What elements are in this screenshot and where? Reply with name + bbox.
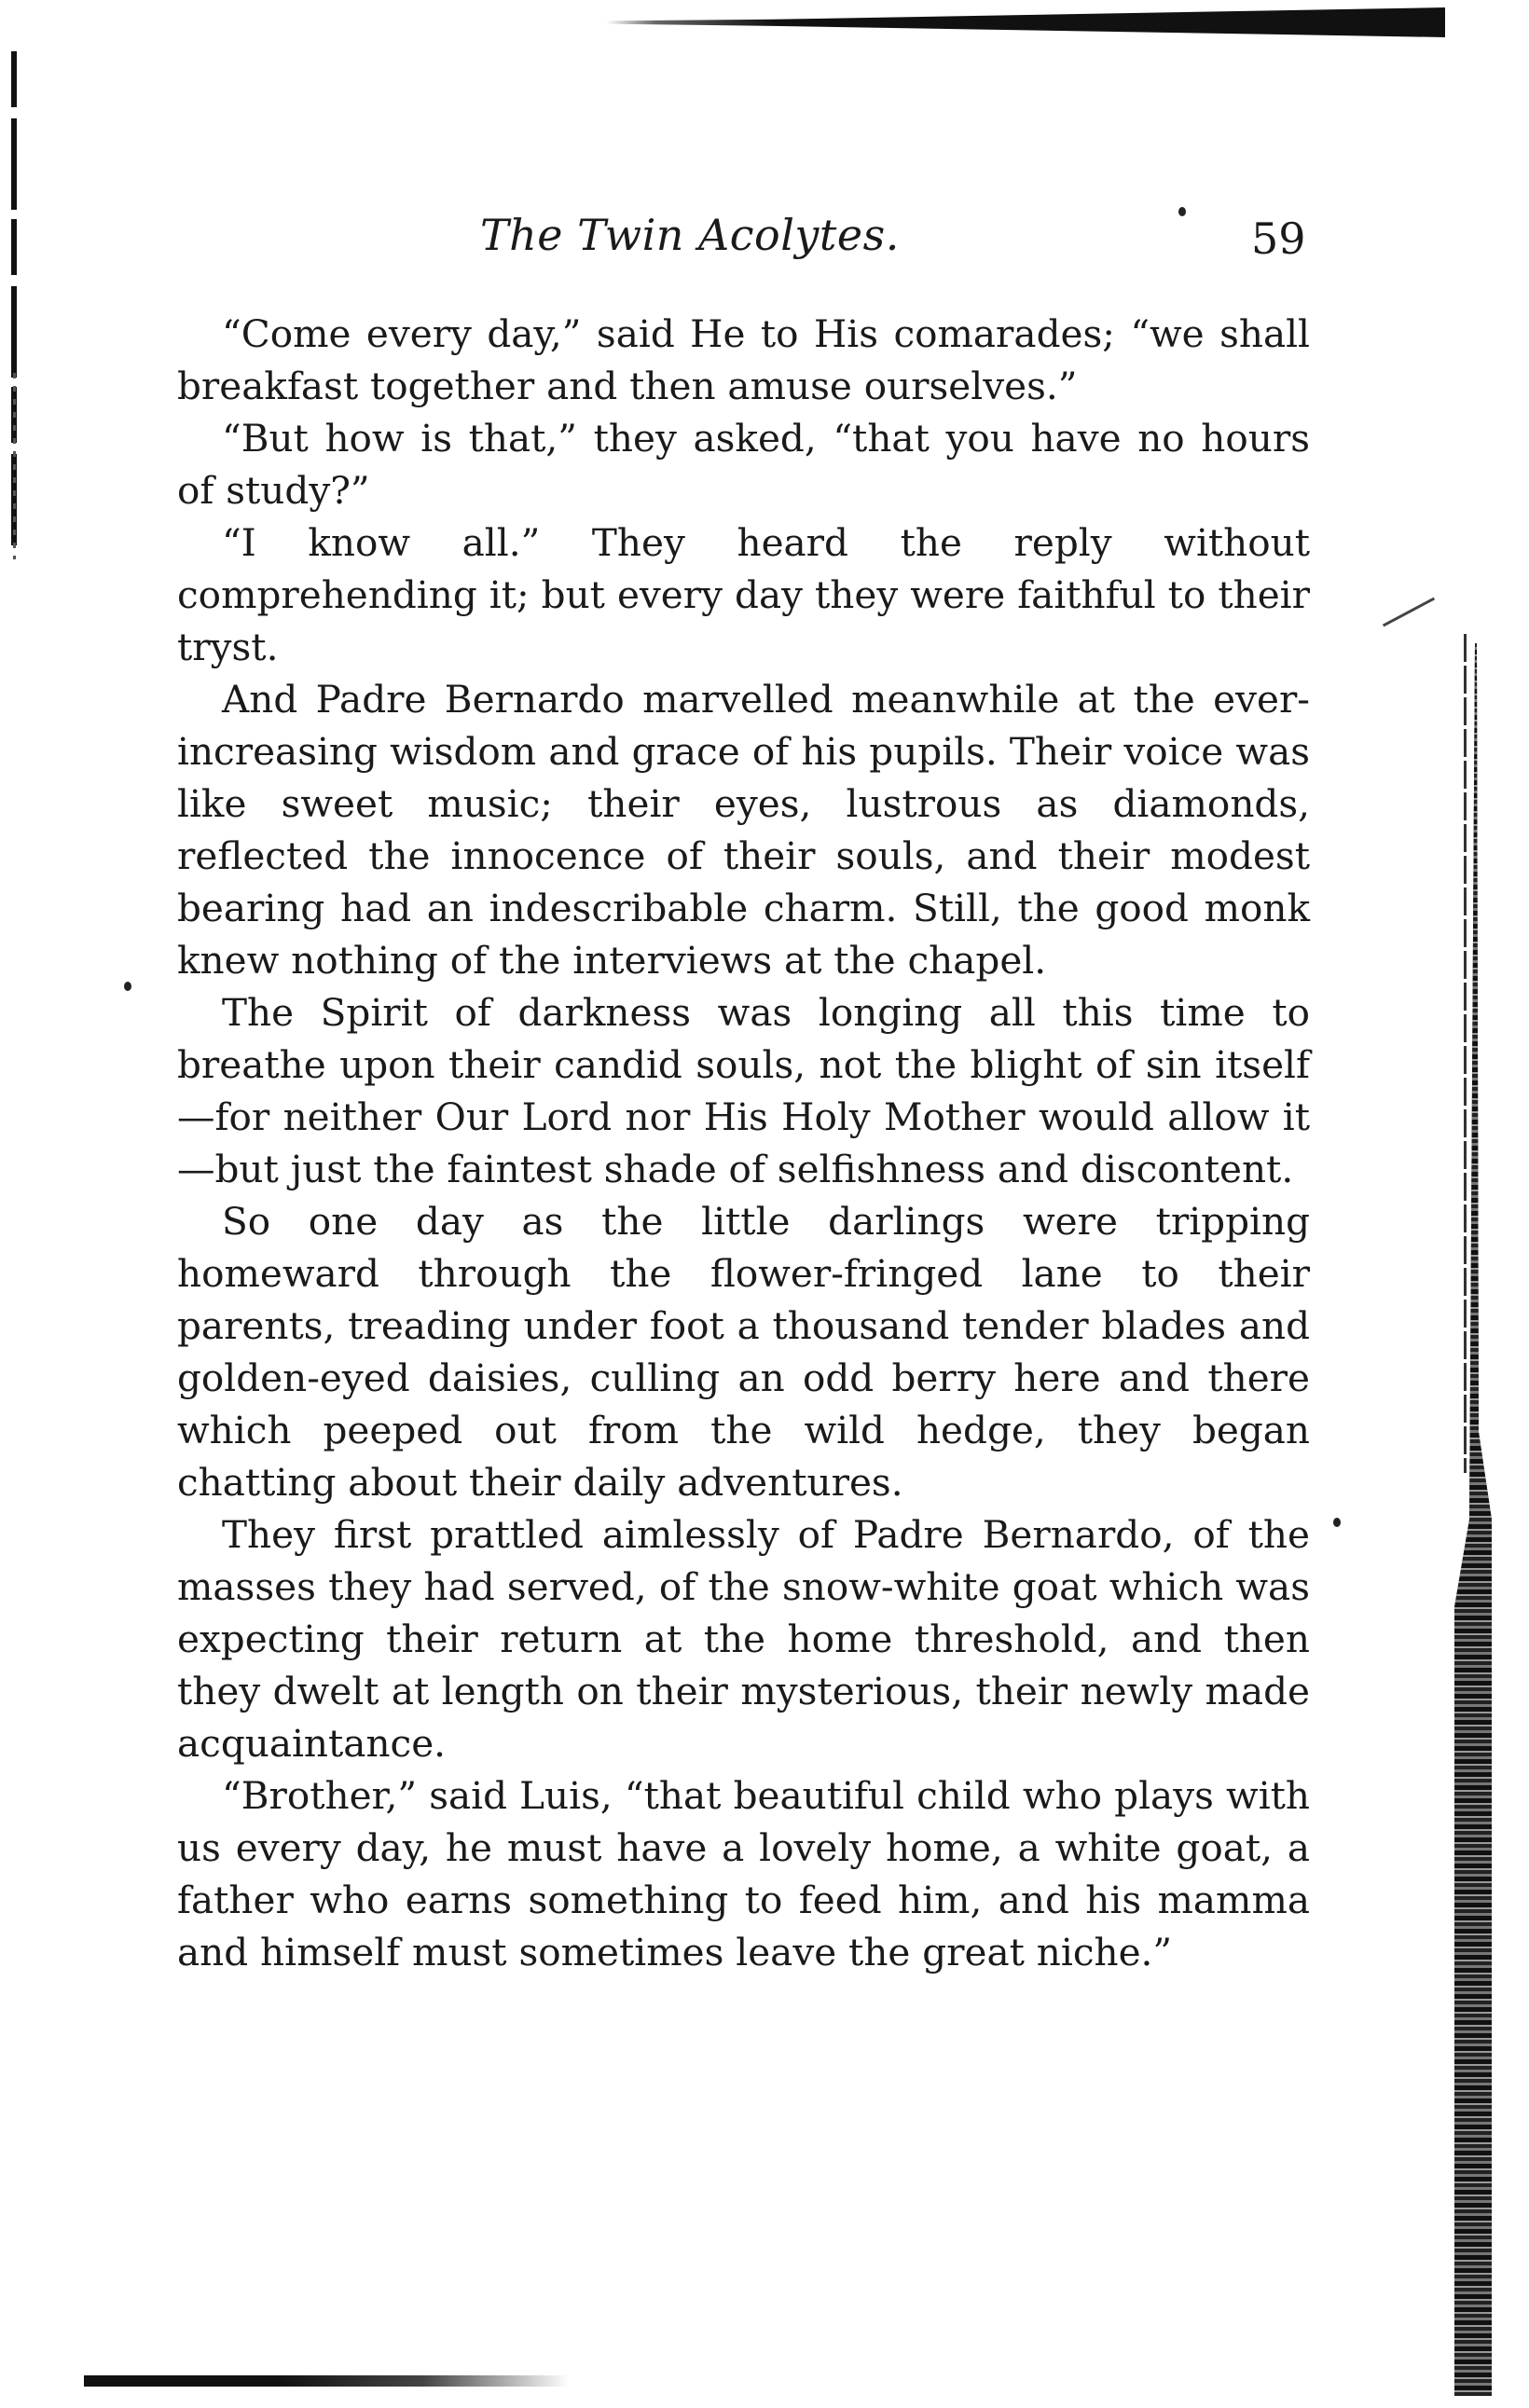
paragraph: And Padre Bernardo marvelled meanwhile at the ever-increasing wisdom and grace of his pupils. Their voice was like sweet music; their eyes, lustrous as diamonds, reflected the innocence of their souls, and their modest bearing had an indescribable charm. Still, the good monk knew nothing of the interviews at the chapel. <box>177 677 1310 983</box>
paragraph: The Spirit of darkness was longing all this time to breathe upon their candid souls, not the blight of sin itself—for neither Our Lord nor His Holy Mother would allow it—but just the faintest shade of selfishness and discontent. <box>177 990 1310 1191</box>
paragraph: “Come every day,” said He to His comarades; “we shall breakfast together and then amuse ourselves.” <box>177 311 1310 408</box>
scan-artifact-right-thin-edge <box>1464 634 1467 1473</box>
paragraph: “I know all.” They heard the reply without comprehending it; but every day they were faithful to their tryst. <box>177 520 1310 669</box>
scan-artifact-dot <box>124 982 131 991</box>
scan-artifact-bottom-rule <box>84 2375 569 2387</box>
scan-artifact-top-rule <box>606 7 1445 37</box>
scan-artifact-left-edge-dashes <box>13 373 16 559</box>
running-head <box>0 210 1529 275</box>
scan-artifact-right-edge <box>1454 643 1492 2396</box>
scan-artifact-stray-dash <box>1383 598 1435 627</box>
paragraph: They first prattled aimlessly of Padre Bernardo, of the masses they had served, of the snow-white goat which was expecting their return at the home threshold, and then they dwelt at length on their mysterious, their newly made acquaintance. <box>177 1512 1310 1766</box>
paragraph: “But how is that,” they asked, “that you have no hours of study?” <box>177 416 1310 513</box>
page-body <box>177 308 1310 1978</box>
running-title: The Twin Acolytes. <box>480 210 900 260</box>
scan-artifact-dot <box>1333 1518 1341 1527</box>
page-number: 59 <box>1251 213 1306 264</box>
paragraph: “Brother,” said Luis, “that beautiful child who plays with us every day, he must have a lovely home, a white goat, a father who earns something to feed him, and his mamma and himself must sometimes leave the great niche.” <box>177 1773 1310 1975</box>
paragraph: So one day as the little darlings were tripping homeward through the flower-fringed lane to their parents, treading under foot a thousand tender blades and golden-eyed daisies, culling an odd berry here and there which peeped out from the wild hedge, they began chatting about their daily adventures. <box>177 1199 1310 1505</box>
